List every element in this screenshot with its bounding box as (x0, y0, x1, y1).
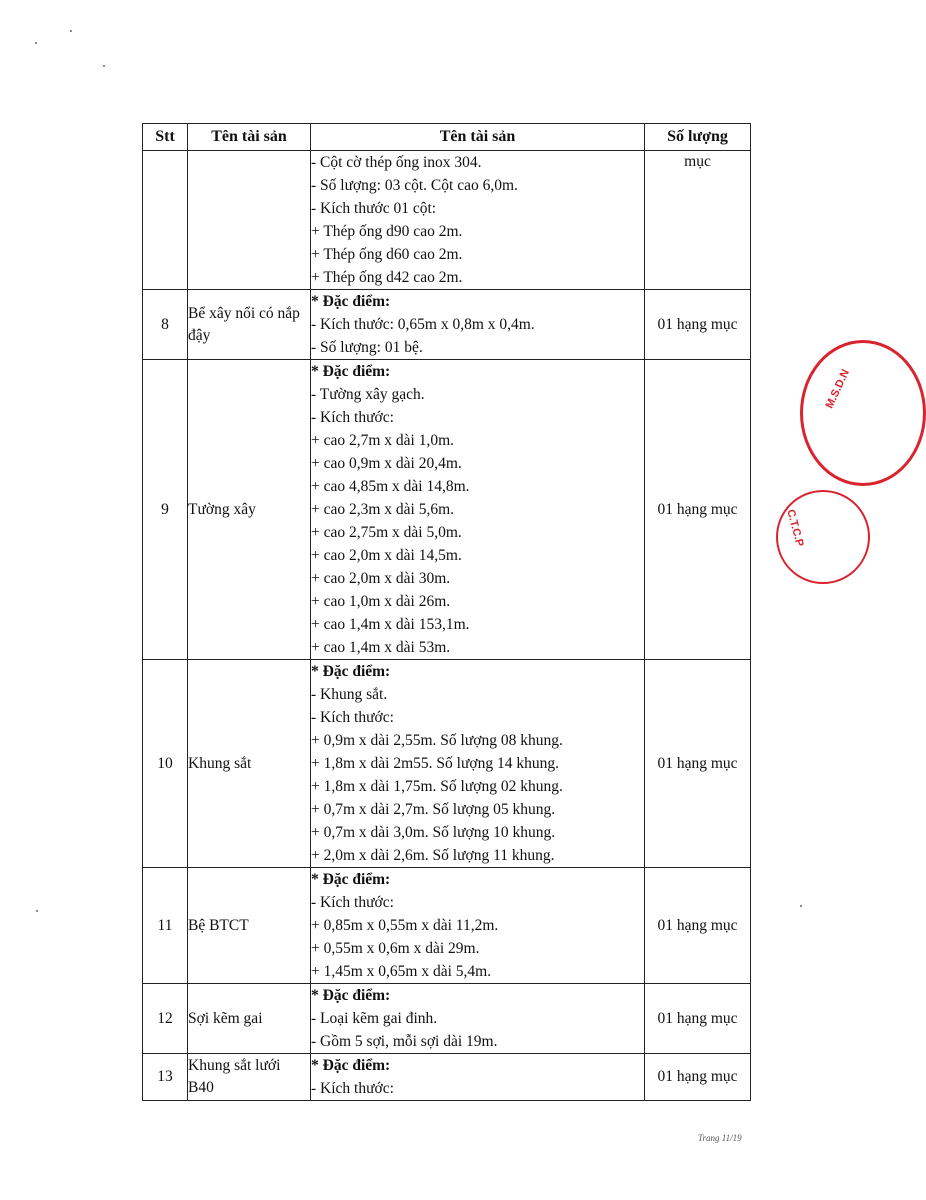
description-line: * Đặc điểm: (311, 293, 391, 310)
table-row (143, 868, 751, 984)
description-line: + 1,8m x dài 2m55. Số lượng 14 khung. (311, 755, 559, 772)
seal-text-secondary: C.T.C.P (784, 508, 806, 548)
row-quantity: 01 hạng mục (645, 360, 751, 660)
scan-speck (70, 30, 72, 32)
row-quantity: 01 hạng mục (645, 290, 751, 360)
row-stt: 13 (143, 1054, 188, 1101)
description-line: + 2,0m x dài 2,6m. Số lượng 11 khung. (311, 847, 555, 864)
row-asset-name: Bể xây nổi có nắp đậy (188, 290, 311, 360)
description-line: * Đặc điểm: (311, 1057, 391, 1074)
description-line: - Kích thước: (311, 709, 394, 726)
asset-table (142, 123, 751, 1101)
description-line: - Số lượng: 01 bệ. (311, 339, 423, 356)
description-line: - Cột cờ thép ống inox 304. (311, 154, 482, 171)
header-stt: Stt (143, 124, 188, 151)
company-seal (800, 340, 926, 486)
description-line: * Đặc điểm: (311, 987, 391, 1004)
row-asset-name: Sợi kẽm gai (188, 984, 311, 1054)
description-line: + 1,45m x 0,65m x dài 5,4m. (311, 963, 492, 980)
description-line: - Số lượng: 03 cột. Cột cao 6,0m. (311, 177, 518, 194)
row-stt: 12 (143, 984, 188, 1054)
table-row (143, 984, 751, 1054)
row-quantity: 01 hạng mục (645, 868, 751, 984)
row-description (311, 360, 645, 660)
company-seal-secondary (776, 490, 870, 584)
description-line: + 0,55m x 0,6m x dài 29m. (311, 940, 480, 957)
row-description (311, 151, 645, 290)
description-line: + cao 1,4m x dài 53m. (311, 639, 451, 656)
table-row (143, 660, 751, 868)
table-body (143, 151, 751, 1101)
description-line: - Kích thước 01 cột: (311, 200, 437, 217)
description-line: + Thép ống d42 cao 2m. (311, 269, 463, 286)
row-quantity: 01 hạng mục (645, 660, 751, 868)
description-line: + 0,7m x dài 2,7m. Số lượng 05 khung. (311, 801, 556, 818)
description-line: - Gồm 5 sợi, mỗi sợi dài 19m. (311, 1033, 498, 1050)
row-stt: 8 (143, 290, 188, 360)
row-description (311, 984, 645, 1054)
description-line: + cao 1,0m x dài 26m. (311, 593, 451, 610)
row-description (311, 290, 645, 360)
row-stt: 10 (143, 660, 188, 868)
description-line: + 0,9m x dài 2,55m. Số lượng 08 khung. (311, 732, 563, 749)
row-asset-name: Khung sắt lưới B40 (188, 1054, 311, 1101)
description-line: - Tường xây gạch. (311, 386, 425, 403)
description-line: + cao 2,0m x dài 30m. (311, 570, 451, 587)
description-line: + cao 2,7m x dài 1,0m. (311, 432, 455, 449)
row-stt: 11 (143, 868, 188, 984)
header-quantity: Số lượng (645, 124, 751, 151)
description-line: + cao 2,3m x dài 5,6m. (311, 501, 455, 518)
row-stt (143, 151, 188, 290)
row-asset-name: Bệ BTCT (188, 868, 311, 984)
description-line: * Đặc điểm: (311, 663, 391, 680)
description-line: * Đặc điểm: (311, 871, 391, 888)
description-line: + cao 4,85m x dài 14,8m. (311, 478, 470, 495)
row-quantity: 01 hạng mục (645, 984, 751, 1054)
row-asset-name: Tường xây (188, 360, 311, 660)
scan-speck (36, 910, 38, 912)
description-line: - Loại kẽm gai đinh. (311, 1010, 438, 1027)
row-quantity: mục (645, 151, 751, 290)
description-line: + Thép ống d60 cao 2m. (311, 246, 463, 263)
description-line: + 0,7m x dài 3,0m. Số lượng 10 khung. (311, 824, 556, 841)
row-stt: 9 (143, 360, 188, 660)
row-description (311, 868, 645, 984)
scan-speck (103, 65, 105, 67)
row-description (311, 660, 645, 868)
description-line: + cao 2,75m x dài 5,0m. (311, 524, 462, 541)
seal-text: M.S.D.N (823, 367, 853, 411)
row-asset-name (188, 151, 311, 290)
table-row (143, 151, 751, 290)
scan-speck (800, 905, 802, 907)
description-line: + cao 0,9m x dài 20,4m. (311, 455, 462, 472)
description-line: + Thép ống d90 cao 2m. (311, 223, 463, 240)
description-line: - Kích thước: 0,65m x 0,8m x 0,4m. (311, 316, 535, 333)
description-line: - Kích thước: (311, 894, 394, 911)
description-line: + 0,85m x 0,55m x dài 11,2m. (311, 917, 499, 934)
table-row (143, 290, 751, 360)
row-asset-name: Khung sắt (188, 660, 311, 868)
row-quantity: 01 hạng mục (645, 1054, 751, 1101)
description-line: + cao 1,4m x dài 153,1m. (311, 616, 470, 633)
scan-speck (35, 42, 37, 44)
description-line: - Kích thước: (311, 1080, 394, 1097)
description-line: * Đặc điểm: (311, 363, 391, 380)
table-row (143, 1054, 751, 1101)
header-description: Tên tài sản (311, 124, 645, 151)
description-line: + 1,8m x dài 1,75m. Số lượng 02 khung. (311, 778, 563, 795)
header-name: Tên tài sản (188, 124, 311, 151)
description-line: - Khung sắt. (311, 686, 388, 703)
row-description (311, 1054, 645, 1101)
table-row (143, 360, 751, 660)
description-line: + cao 2,0m x dài 14,5m. (311, 547, 462, 564)
table-header-row (143, 124, 751, 151)
page-number: Trang 11/19 (698, 1133, 742, 1143)
description-line: - Kích thước: (311, 409, 394, 426)
